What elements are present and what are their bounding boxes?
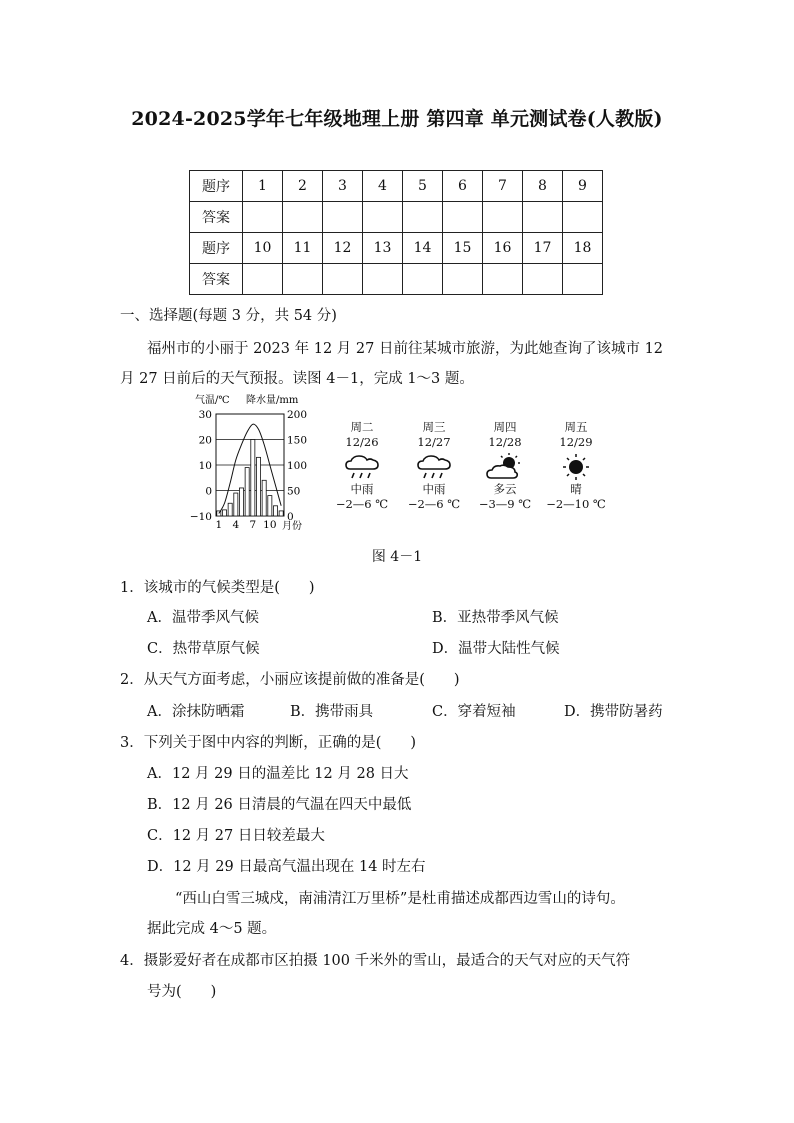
precip-bar (256, 457, 260, 516)
page-title: 2024-2025学年七年级地理上册 第四章 单元测试卷(人教版) (131, 108, 663, 130)
precip-tick-label: 150 (287, 434, 308, 447)
question-4-line-1: 4．摄影爱好者在成都市区拍摄 100 千米外的雪山，最适合的天气对应的天气符 (120, 953, 631, 969)
question-3-stem: 3．下列关于图中内容的判断，正确的是( ) (120, 735, 417, 751)
temp-tick-label: 10 (198, 460, 212, 472)
forecast-weather: 多云 (493, 482, 517, 496)
precip-bar (251, 440, 255, 517)
x-ticks (215, 519, 276, 531)
temp-tick-label: 30 (198, 409, 212, 421)
question-4-line-2: 号为( ) (147, 984, 217, 1000)
x-tick-label: 1 (215, 519, 223, 531)
x-tick-label: 10 (263, 519, 277, 531)
table-cell: 15 (443, 233, 483, 264)
temp-tick-label: −10 (190, 511, 212, 523)
precip-tick-label: 0 (287, 511, 294, 523)
poem-line-2: 据此完成 4～5 题。 (147, 921, 277, 937)
precip-tick-label: 50 (287, 485, 301, 498)
table-cell: 11 (283, 233, 323, 264)
question-2-option-c[interactable]: C．穿着短袖 (432, 704, 516, 720)
table-cell: 答案 (190, 264, 243, 295)
sun-icon (556, 452, 596, 482)
answer-cell[interactable] (523, 264, 563, 295)
answer-cell[interactable] (363, 264, 403, 295)
forecast-day-1 (327, 420, 397, 512)
forecast-weather: 中雨 (350, 482, 374, 496)
answer-cell[interactable] (443, 202, 483, 233)
table-row (190, 202, 603, 233)
forecast-day-4 (541, 420, 611, 512)
forecast-weekday: 周二 (350, 420, 374, 434)
question-3-option-d[interactable]: D．12 月 29 日最高气温出现在 14 时左右 (147, 859, 426, 875)
answer-cell[interactable] (483, 264, 523, 295)
cloudy-icon (485, 452, 525, 482)
poem-line-1: “西山白雪三城戍，南浦清江万里桥”是杜甫描述成都西边雪山的诗句。 (175, 891, 625, 907)
answer-table (189, 170, 603, 295)
question-3-option-a[interactable]: A．12 月 29 日的温差比 12 月 28 日大 (147, 766, 409, 782)
answer-cell[interactable] (243, 264, 283, 295)
question-1-option-d[interactable]: D．温带大陆性气候 (432, 641, 560, 657)
precip-tick-label: 100 (287, 460, 308, 472)
precip-ticks (287, 409, 307, 523)
forecast-temp: −2—6 ℃ (407, 497, 461, 511)
question-1-option-c[interactable]: C．热带草原气候 (147, 641, 260, 657)
answer-cell[interactable] (563, 264, 603, 295)
table-cell: 4 (363, 171, 403, 202)
answer-cell[interactable] (523, 202, 563, 233)
question-2-stem: 2．从天气方面考虑，小丽应该提前做的准备是( ) (120, 672, 460, 688)
answer-cell[interactable] (323, 264, 363, 295)
answer-cell[interactable] (483, 202, 523, 233)
climate-chart (190, 392, 320, 532)
answer-cell[interactable] (283, 202, 323, 233)
answer-cell[interactable] (403, 264, 443, 295)
answer-cell[interactable] (363, 202, 403, 233)
question-2-option-d[interactable]: D．携带防暑药 (564, 704, 663, 720)
table-row (190, 264, 603, 295)
table-row (190, 171, 603, 202)
chart-frame (216, 414, 284, 516)
precip-bar (273, 506, 277, 516)
precip-axis-label: 降水量/mm (246, 395, 299, 406)
x-tick-label: 7 (249, 519, 257, 531)
table-cell: 5 (403, 171, 443, 202)
temp-tick-label: 20 (198, 434, 212, 447)
table-cell: 17 (523, 233, 563, 264)
intro-line-1: 福州市的小丽于 2023 年 12 月 27 日前往某城市旅游，为此她查询了该城市 12 (147, 341, 664, 357)
table-cell: 16 (483, 233, 523, 264)
question-1-stem: 1．该城市的气候类型是( ) (120, 580, 315, 596)
forecast-day-3 (470, 420, 540, 512)
answer-cell[interactable] (403, 202, 443, 233)
table-cell: 答案 (190, 202, 243, 233)
temp-ticks (190, 409, 212, 523)
forecast-date: 12/29 (559, 435, 593, 449)
question-2-option-b[interactable]: B．携带雨具 (290, 704, 374, 720)
table-cell: 7 (483, 171, 523, 202)
answer-cell[interactable] (563, 202, 603, 233)
intro-line-2: 月 27 日前后的天气预报。读图 4－1，完成 1～3 题。 (120, 371, 474, 387)
forecast-temp: −2—10 ℃ (546, 497, 606, 511)
table-cell: 10 (243, 233, 283, 264)
forecast-date: 12/28 (488, 435, 522, 449)
forecast-temp: −3—9 ℃ (478, 497, 532, 511)
forecast-day-2 (399, 420, 469, 512)
precip-bar (239, 488, 243, 516)
table-cell: 9 (563, 171, 603, 202)
table-cell: 12 (323, 233, 363, 264)
temp-tick-label: 0 (205, 485, 212, 498)
forecast-temp: −2—6 ℃ (335, 497, 389, 511)
answer-cell[interactable] (323, 202, 363, 233)
x-axis-label: 月份 (282, 521, 302, 532)
precip-tick-label: 200 (287, 409, 308, 421)
question-2-option-a[interactable]: A．涂抹防晒霜 (147, 704, 245, 720)
x-tick-label: 4 (232, 519, 240, 531)
table-cell: 2 (283, 171, 323, 202)
question-3-option-c[interactable]: C．12 月 27 日日较差最大 (147, 828, 325, 844)
precip-bar (228, 503, 232, 516)
question-3-option-b[interactable]: B．12 月 26 日清晨的气温在四天中最低 (147, 797, 412, 813)
temp-axis-label: 气温/℃ (195, 395, 230, 406)
precip-bar (222, 510, 226, 516)
table-cell: 14 (403, 233, 443, 264)
precip-bar (262, 480, 266, 516)
table-cell: 8 (523, 171, 563, 202)
rain-icon (342, 452, 382, 482)
table-cell: 题序 (190, 171, 243, 202)
table-cell: 6 (443, 171, 483, 202)
answer-cell[interactable] (443, 264, 483, 295)
table-cell: 1 (243, 171, 283, 202)
question-1-option-b[interactable]: B．亚热带季风气候 (432, 610, 559, 626)
section-heading: 一、选择题(每题 3 分，共 54 分) (120, 308, 337, 324)
forecast-weekday: 周四 (493, 420, 517, 434)
figure-caption: 图 4－1 (371, 549, 423, 565)
table-row (190, 233, 603, 264)
answer-cell[interactable] (243, 202, 283, 233)
table-cell: 题序 (190, 233, 243, 264)
table-cell: 3 (323, 171, 363, 202)
forecast-weather: 中雨 (422, 482, 446, 496)
rain-icon (414, 452, 454, 482)
table-cell: 18 (563, 233, 603, 264)
forecast-date: 12/27 (417, 435, 451, 449)
precip-bar (245, 468, 249, 516)
table-cell: 13 (363, 233, 403, 264)
forecast-weather: 晴 (570, 482, 582, 496)
precip-bar (234, 493, 238, 516)
forecast-weekday: 周三 (422, 420, 446, 434)
forecast-weekday: 周五 (564, 420, 588, 434)
question-1-option-a[interactable]: A．温带季风气候 (147, 610, 259, 626)
precip-bar (279, 511, 283, 516)
forecast-date: 12/26 (345, 435, 379, 449)
answer-cell[interactable] (283, 264, 323, 295)
precip-bar (268, 496, 272, 516)
